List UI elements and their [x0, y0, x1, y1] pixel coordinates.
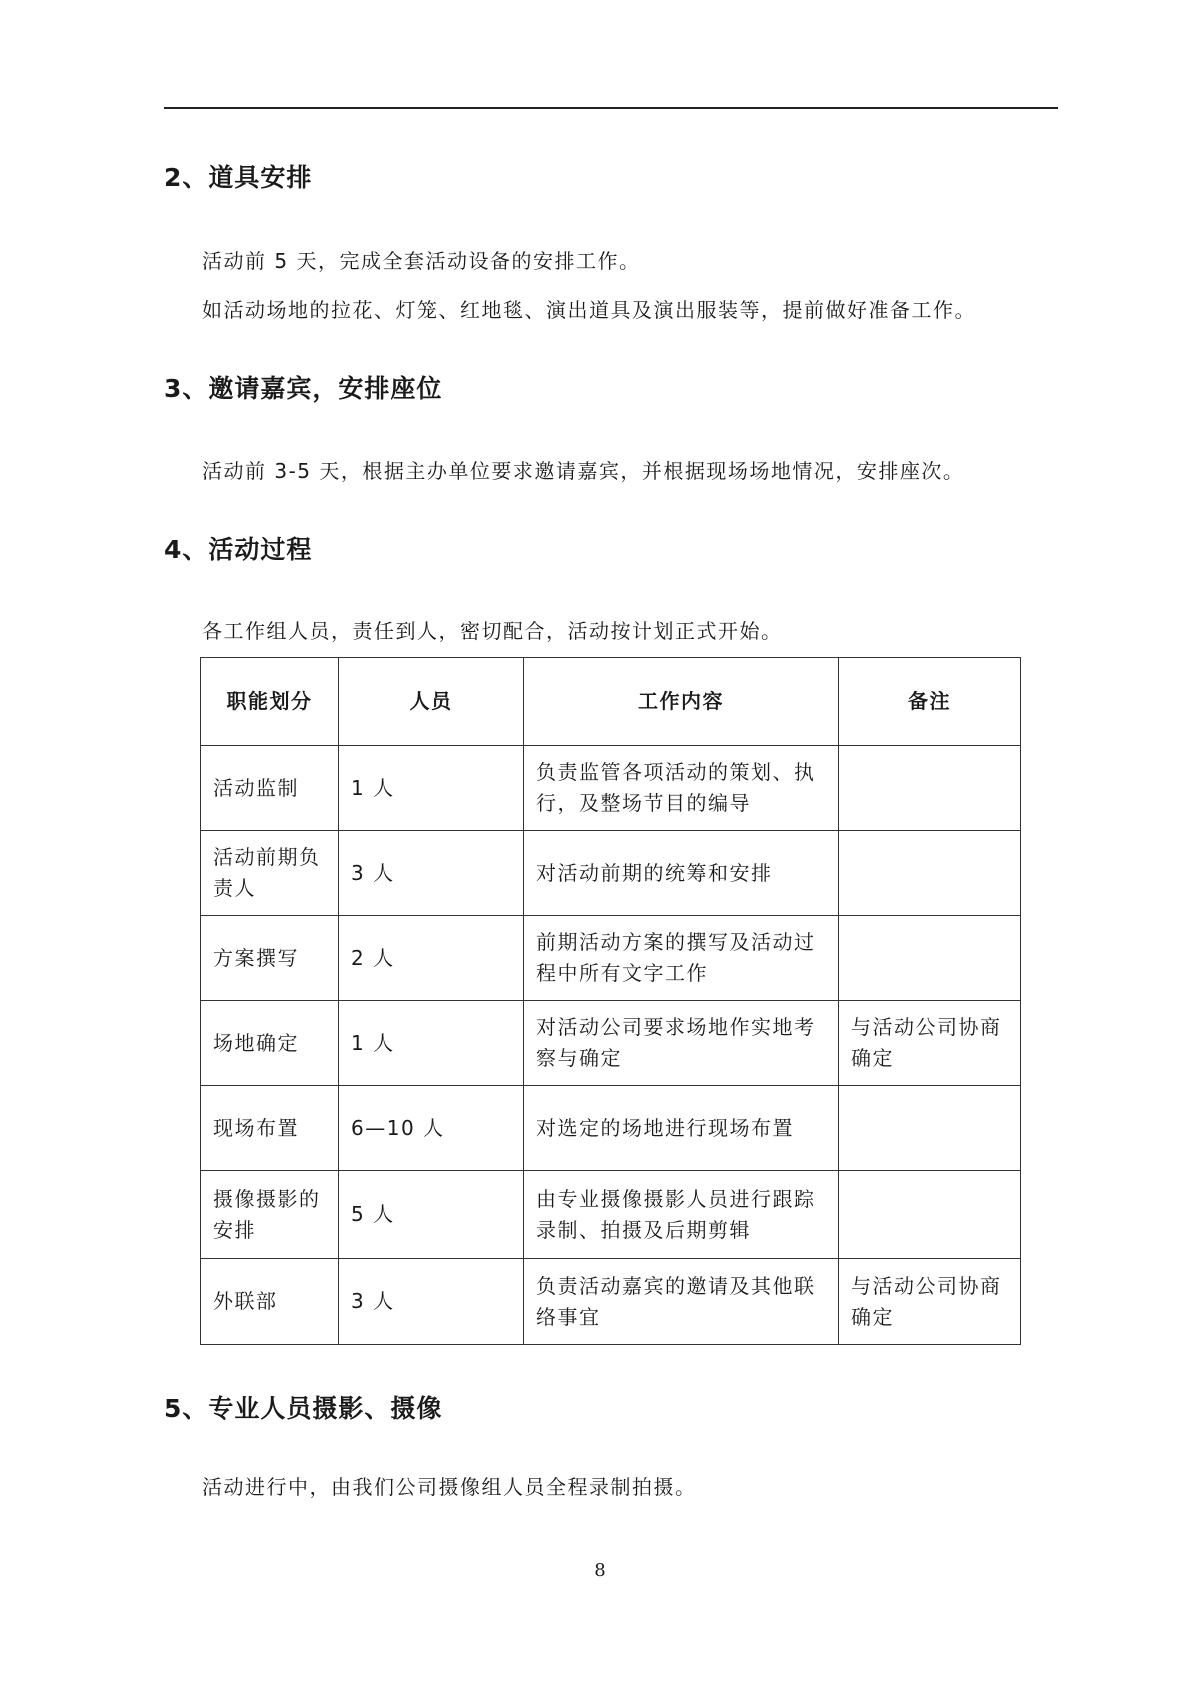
- duties-cell: 由专业摄像摄影人员进行跟踪录制、拍摄及后期剪辑: [524, 1171, 839, 1259]
- notes-cell: 与活动公司协商确定: [839, 1259, 1021, 1345]
- section-paragraph: 如活动场地的拉花、灯笼、红地毯、演出道具及演出服装等，提前做好准备工作。: [202, 298, 976, 322]
- notes-cell: [839, 831, 1021, 916]
- staff-count-cell: 5 人: [339, 1171, 524, 1259]
- table-row: [201, 1171, 1021, 1259]
- column-header-duties: 工作内容: [524, 658, 839, 746]
- duties-cell: 对选定的场地进行现场布置: [524, 1086, 839, 1171]
- notes-cell: [839, 746, 1021, 831]
- staff-table: [200, 657, 1021, 1345]
- section-paragraph: 各工作组人员，责任到人，密切配合，活动按计划正式开始。: [202, 619, 783, 643]
- section-heading-props: 2、道具安排: [164, 163, 313, 192]
- duties-cell: 负责监管各项活动的策划、执行，及整场节目的编导: [524, 746, 839, 831]
- section-paragraph: 活动进行中，由我们公司摄像组人员全程录制拍摄。: [202, 1475, 697, 1499]
- notes-cell: [839, 1086, 1021, 1171]
- section-heading-process: 4、活动过程: [164, 535, 313, 564]
- table-row: [201, 1001, 1021, 1086]
- staff-count-cell: 1 人: [339, 746, 524, 831]
- notes-cell: [839, 1171, 1021, 1259]
- role-cell: 活动监制: [201, 746, 339, 831]
- notes-cell: [839, 916, 1021, 1001]
- table-header-row: [201, 658, 1021, 746]
- staff-count-cell: 2 人: [339, 916, 524, 1001]
- column-header-role: 职能划分: [201, 658, 339, 746]
- duties-cell: 对活动公司要求场地作实地考察与确定: [524, 1001, 839, 1086]
- section-paragraph: 活动前 3-5 天，根据主办单位要求邀请嘉宾，并根据现场场地情况，安排座次。: [202, 459, 965, 483]
- staff-count-cell: 3 人: [339, 831, 524, 916]
- role-cell: 活动前期负责人: [201, 831, 339, 916]
- duties-cell: 前期活动方案的撰写及活动过程中所有文字工作: [524, 916, 839, 1001]
- page-number: 8: [594, 1560, 606, 1581]
- table-row: [201, 1259, 1021, 1345]
- role-cell: 方案撰写: [201, 916, 339, 1001]
- role-cell: 摄像摄影的安排: [201, 1171, 339, 1259]
- staff-count-cell: 6—10 人: [339, 1086, 524, 1171]
- table-row: [201, 916, 1021, 1001]
- notes-cell: 与活动公司协商确定: [839, 1001, 1021, 1086]
- duties-cell: 对活动前期的统筹和安排: [524, 831, 839, 916]
- duties-cell: 负责活动嘉宾的邀请及其他联络事宜: [524, 1259, 839, 1345]
- table-row: [201, 1086, 1021, 1171]
- header-rule: [164, 107, 1058, 109]
- role-cell: 场地确定: [201, 1001, 339, 1086]
- section-paragraph: 活动前 5 天，完成全套活动设备的安排工作。: [202, 249, 641, 273]
- section-heading-photography: 5、专业人员摄影、摄像: [164, 1394, 443, 1423]
- table-row: [201, 746, 1021, 831]
- column-header-notes: 备注: [839, 658, 1021, 746]
- role-cell: 外联部: [201, 1259, 339, 1345]
- staff-count-cell: 1 人: [339, 1001, 524, 1086]
- table-row: [201, 831, 1021, 916]
- staff-count-cell: 3 人: [339, 1259, 524, 1345]
- column-header-staff: 人员: [339, 658, 524, 746]
- section-heading-guests: 3、邀请嘉宾，安排座位: [164, 374, 443, 403]
- role-cell: 现场布置: [201, 1086, 339, 1171]
